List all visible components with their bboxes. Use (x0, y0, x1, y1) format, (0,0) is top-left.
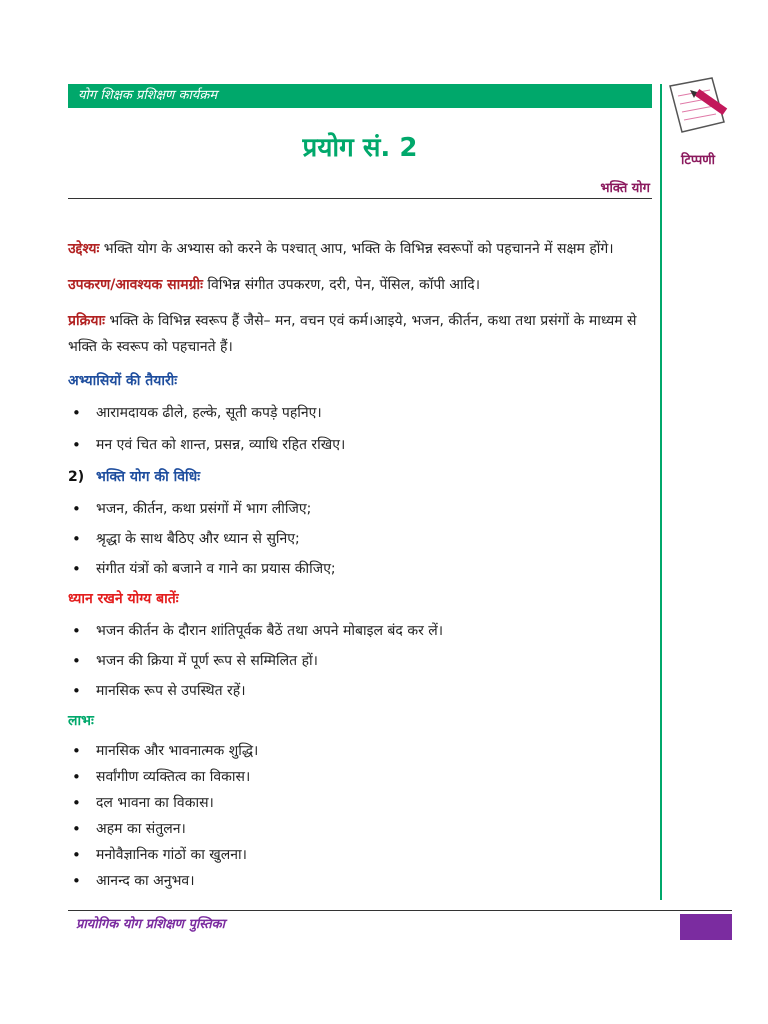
procedure-paragraph (68, 308, 652, 360)
list-item: • सर्वांगीण व्यक्तित्व का विकास। (68, 764, 652, 790)
procedure-label: प्रक्रियाः (68, 313, 105, 329)
list-item: • दल भावना का विकास। (68, 790, 652, 816)
precautions-heading: ध्यान रखने योग्य बातेंः (68, 591, 179, 607)
section-tag: भक्ति योग (600, 181, 650, 196)
preparation-list (68, 400, 652, 458)
equipment-label: उपकरण/आवश्यक सामग्रीः (68, 277, 203, 293)
method-heading-text: भक्ति योग की विधिः (96, 469, 201, 485)
method-number: 2) (68, 469, 85, 485)
precautions-list (68, 618, 652, 704)
list-item: • आनन्द का अनुभव। (68, 868, 652, 894)
equipment-text: विभिन्न संगीत उपकरण, दरी, पेन, पेंसिल, कॉपी आदि। (202, 277, 481, 293)
margin-rule (660, 84, 662, 900)
list-item: • भजन, कीर्तन, कथा प्रसंगों में भाग लीजिए; (68, 496, 652, 522)
list-item: • मानसिक और भावनात्मक शुद्धि। (68, 738, 652, 764)
purpose-text: भक्ति योग के अभ्यास को करने के पश्चात् आप, भक्ति के विभिन्न स्वरूपों को पहचानने में सक्षम होंगे। (99, 241, 614, 257)
list-item: • संगीत यंत्रों को बजाने व गाने का प्रयास कीजिए; (68, 556, 652, 582)
purpose-label: उद्देश्यः (68, 241, 100, 257)
procedure-text: भक्ति के विभिन्न स्वरूप हैं जैसे– मन, वचन एवं कर्म।आइये, भजन, कीर्तन, कथा तथा प्रसंगों के माध्यम से भक्ति के स्वरूप को पहचानते हैं। (68, 313, 637, 355)
list-item: • श्रृद्धा के साथ बैठिए और ध्यान से सुनिए; (68, 526, 652, 552)
benefits-list (68, 738, 652, 894)
page-number-box (680, 914, 732, 940)
preparation-heading: अभ्यासियों की तैयारीः (68, 373, 178, 389)
list-item: • भजन कीर्तन के दौरान शांतिपूर्वक बैठें तथा अपने मोबाइल बंद कर लें। (68, 618, 652, 644)
list-item: • मानसिक रूप से उपस्थित रहें। (68, 678, 652, 704)
list-item: • मन एवं चित को शान्त, प्रसन्न, व्याधि रहित रखिए। (68, 432, 652, 458)
footer-title: प्रायोगिक योग प्रशिक्षण पुस्तिका (76, 917, 226, 932)
list-item: • अहम का संतुलन। (68, 816, 652, 842)
running-header (68, 84, 652, 108)
page-content (68, 236, 652, 894)
margin-note-label: टिप्पणी (680, 153, 716, 168)
benefits-heading: लाभः (68, 713, 94, 729)
method-heading (68, 464, 652, 490)
list-item: • मनोवैज्ञानिक गांठों का खुलना। (68, 842, 652, 868)
list-item: • आरामदायक ढीले, हल्के, सूती कपड़े पहनिए। (68, 400, 652, 426)
footer-divider (68, 910, 732, 911)
title-divider (68, 198, 652, 199)
list-item: • भजन की क्रिया में पूर्ण रूप से सम्मिलित हों। (68, 648, 652, 674)
method-list (68, 496, 652, 582)
equipment-paragraph (68, 272, 652, 298)
note-pencil-icon (664, 76, 732, 138)
running-header-title: योग शिक्षक प्रशिक्षण कार्यक्रम (78, 88, 218, 103)
purpose-paragraph (68, 236, 652, 262)
page-title: प्रयोग सं. 2 (302, 133, 418, 163)
